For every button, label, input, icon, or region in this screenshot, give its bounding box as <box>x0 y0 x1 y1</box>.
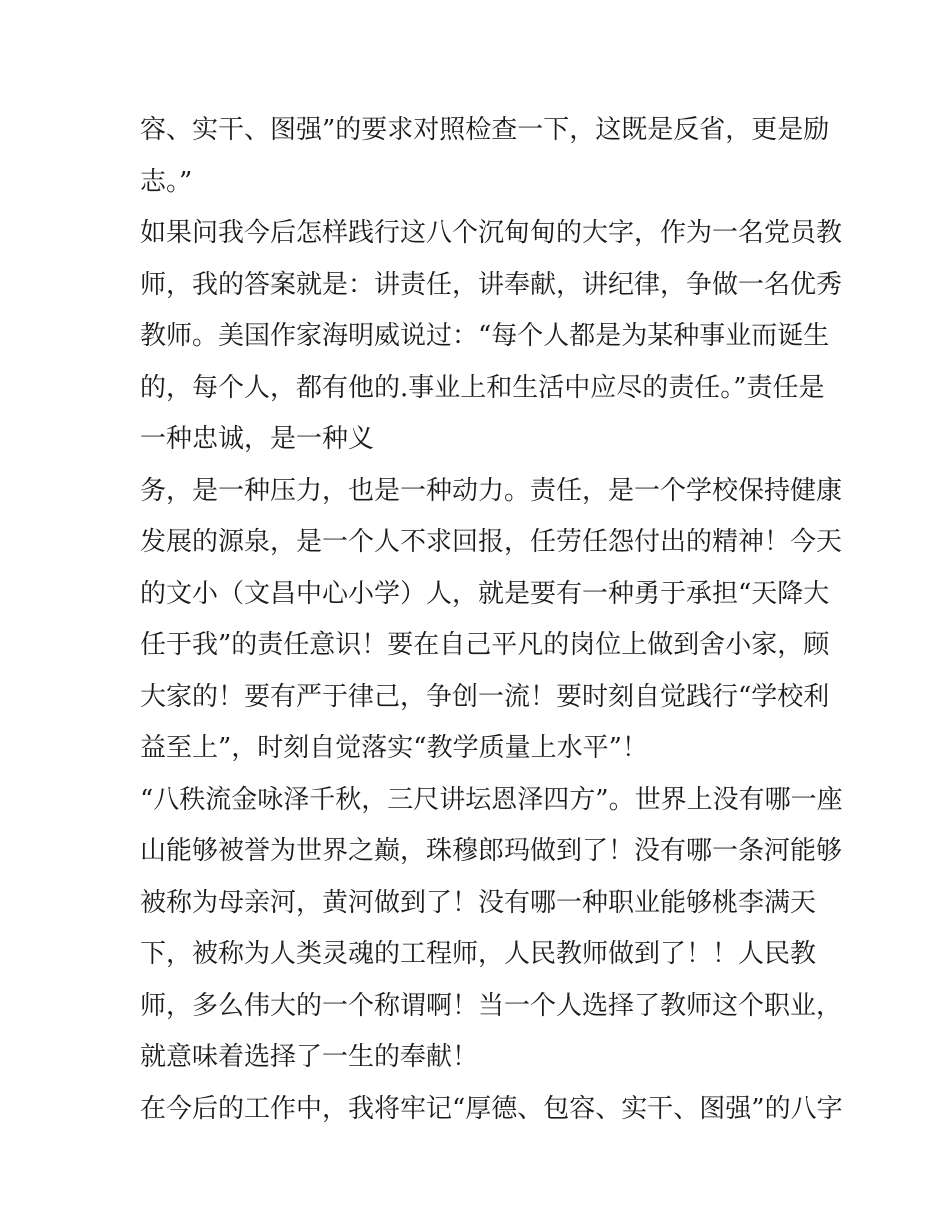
text-line-7: 一种忠诚，是一种义 <box>140 424 375 454</box>
text-line-13: 益至上”，时刻自觉落实“教学质量上水平”！ <box>140 733 648 763</box>
body-text <box>140 105 843 1135</box>
text-line-11: 任于我”的责任意识！要在自己平凡的岗位上做到舍小家，顾 <box>140 630 830 660</box>
text-line-2: 志。” <box>140 166 193 197</box>
text-line-18: 师，多么伟大的一个称谓啊！当一个人选择了教师这个职业， <box>140 990 843 1021</box>
text-line-5: 教师。美国作家海明威说过：“每个人都是为某种事业而诞生 <box>140 321 830 351</box>
text-line-3: 如果问我今后怎样践行这八个沉甸甸的大字，作为一名党员教 <box>140 218 843 248</box>
text-line-8: 务，是一种压力，也是一种动力。责任，是一个学校保持健康 <box>140 475 843 506</box>
text-line-19: 就意味着选择了一生的奉献！ <box>140 1042 479 1072</box>
text-line-17: 下，被称为人类灵魂的工程师，人民教师做到了！！人民教 <box>140 939 817 969</box>
text-line-16: 被称为母亲河，黄河做到了！没有哪一种职业能够桃李满天 <box>140 887 817 918</box>
text-line-15: 山能够被誉为世界之巅，珠穆郎玛做到了！没有哪一条河能够 <box>140 836 843 866</box>
text-line-20: 在今后的工作中，我将牢记“厚德、包容、实干、图强”的八字 <box>140 1093 843 1124</box>
text-line-4: 师，我的答案就是：讲责任，讲奉献，讲纪律，争做一名优秀 <box>140 269 843 300</box>
text-line-9: 发展的源泉，是一个人不求回报，任劳任怨付出的精神！今天 <box>140 527 843 557</box>
text-line-12: 大家的！要有严于律己，争创一流！要时刻自觉践行“学校利 <box>140 681 830 712</box>
text-line-1: 容、实干、图强”的要求对照检查一下，这既是反省，更是励 <box>140 115 830 145</box>
text-line-14: “八秩流金咏泽千秋，三尺讲坛恩泽四方”。世界上没有哪一座 <box>140 784 843 815</box>
text-line-10: 的文小（文昌中心小学）人，就是要有一种勇于承担“天降大 <box>140 578 830 609</box>
text-line-6: 的，每个人，都有他的.事业上和生活中应尽的责任。”责任是 <box>140 372 825 403</box>
